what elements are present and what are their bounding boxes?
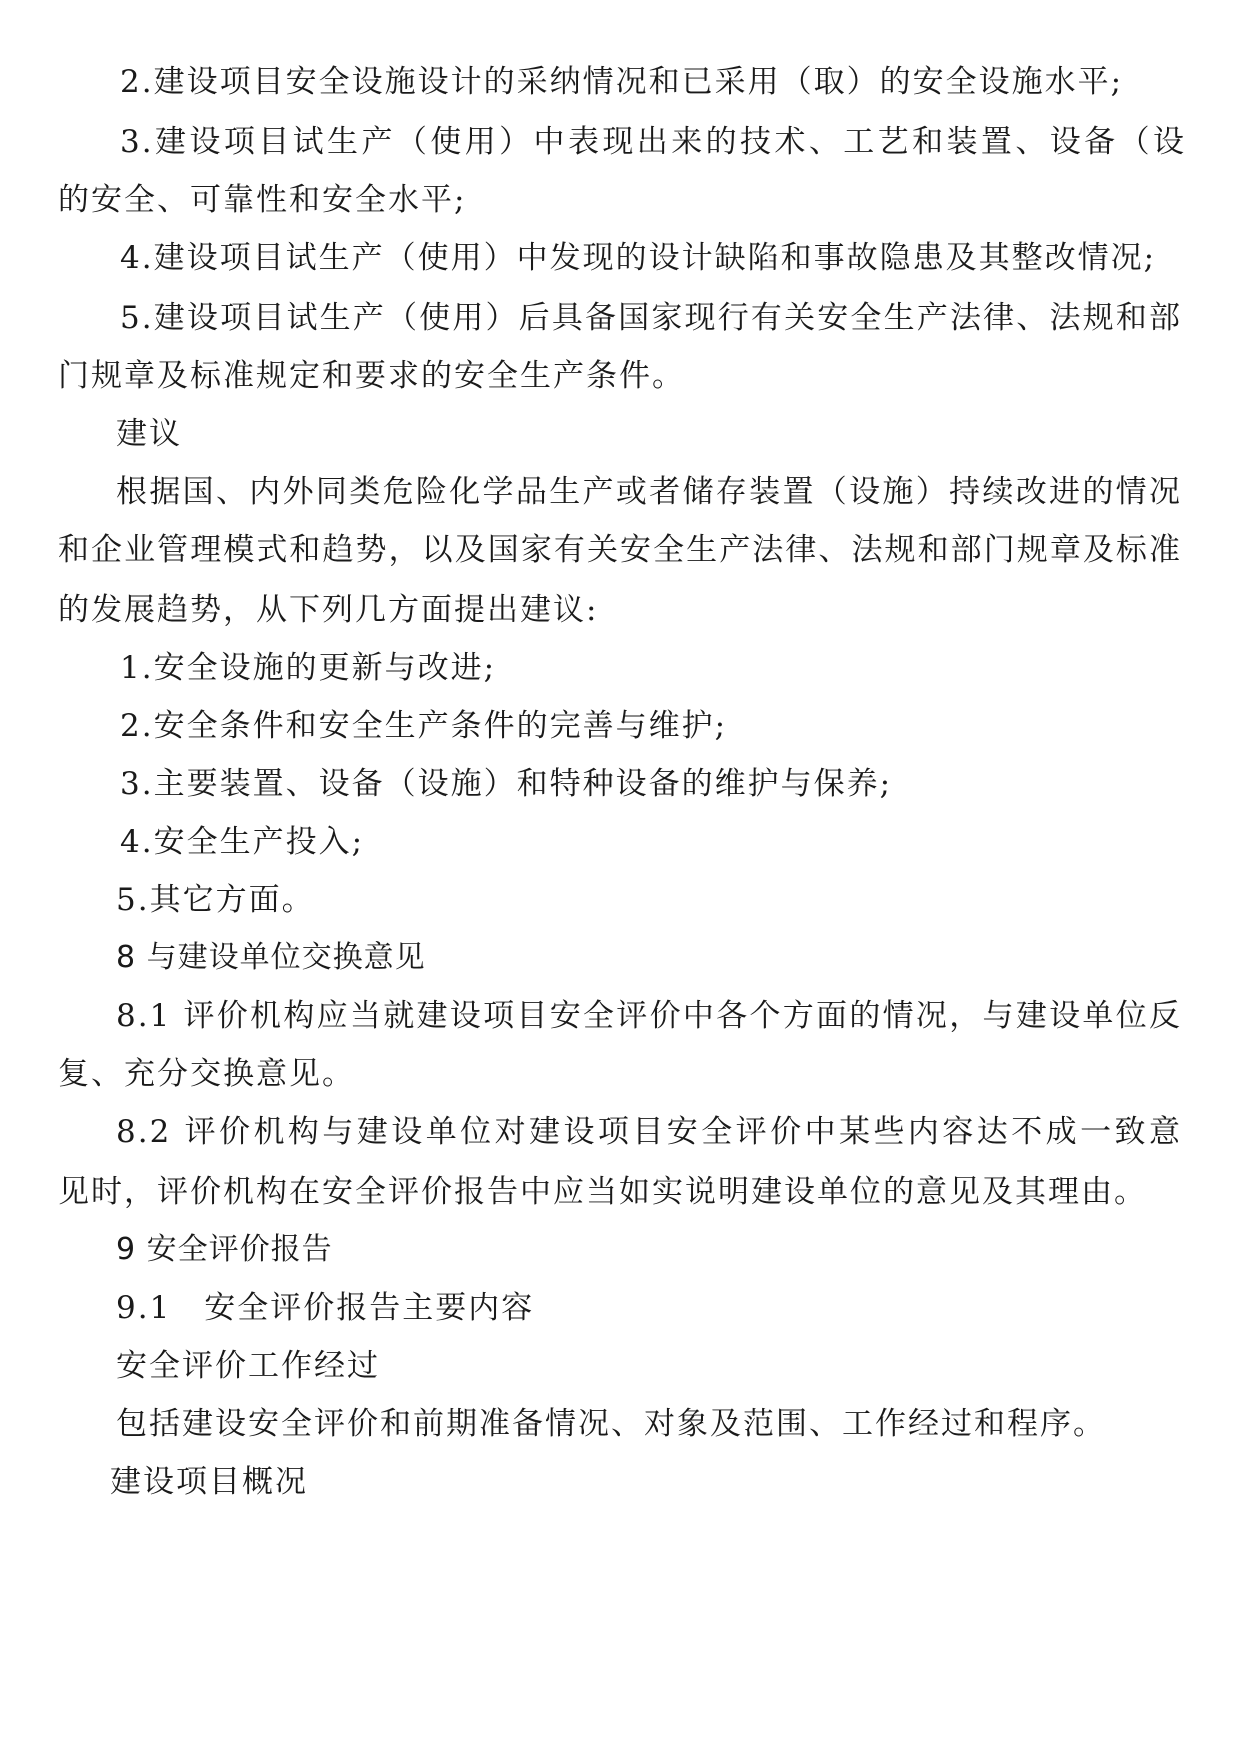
subsection-heading: 9.1 安全评价报告主要内容: [116, 1290, 535, 1326]
text-line: 包括建设安全评价和前期准备情况、对象及范围、工作经过和程序。: [116, 1406, 1106, 1442]
section-label: 建议: [116, 416, 182, 452]
subsection-label: 安全评价工作经过: [116, 1348, 380, 1384]
text-line: 2.建设项目安全设施设计的采纳情况和已采用（取）的安全设施水平;: [120, 64, 1124, 100]
section-heading: 9 安全评价报告: [116, 1232, 333, 1267]
list-item: 4.安全生产投入;: [120, 824, 365, 860]
list-item: 3.主要装置、设备（设施）和特种设备的维护与保养;: [120, 766, 893, 802]
list-item: 2.安全条件和安全生产条件的完善与维护;: [120, 708, 728, 744]
list-item: 5.其它方面。: [116, 882, 315, 918]
text-line: 3.建设项目试生产（使用）中表现出来的技术、工艺和装置、设备（设: [120, 124, 1186, 160]
section-heading: 8 与建设单位交换意见: [116, 940, 426, 975]
text-line: 根据国、内外同类危险化学品生产或者储存装置（设施）持续改进的情况: [116, 474, 1182, 510]
text-line: 4.建设项目试生产（使用）中发现的设计缺陷和事故隐患及其整改情况;: [120, 240, 1157, 276]
subsection-label: 建设项目概况: [110, 1464, 308, 1500]
text-line: 复、充分交换意见。: [58, 1056, 355, 1092]
text-line: 8.2 评价机构与建设单位对建设项目安全评价中某些内容达不成一致意: [116, 1114, 1182, 1150]
text-line: 的发展趋势，从下列几方面提出建议:: [58, 592, 599, 628]
text-line: 的安全、可靠性和安全水平;: [58, 182, 467, 218]
text-line: 5.建设项目试生产（使用）后具备国家现行有关安全生产法律、法规和部: [120, 300, 1182, 336]
text-line: 门规章及标准规定和要求的安全生产条件。: [58, 358, 685, 394]
text-line: 8.1 评价机构应当就建设项目安全评价中各个方面的情况，与建设单位反: [116, 998, 1182, 1034]
text-line: 见时，评价机构在安全评价报告中应当如实说明建设单位的意见及其理由。: [58, 1174, 1147, 1210]
list-item: 1.安全设施的更新与改进;: [120, 650, 497, 686]
text-line: 和企业管理模式和趋势，以及国家有关安全生产法律、法规和部门规章及标准: [58, 532, 1182, 568]
